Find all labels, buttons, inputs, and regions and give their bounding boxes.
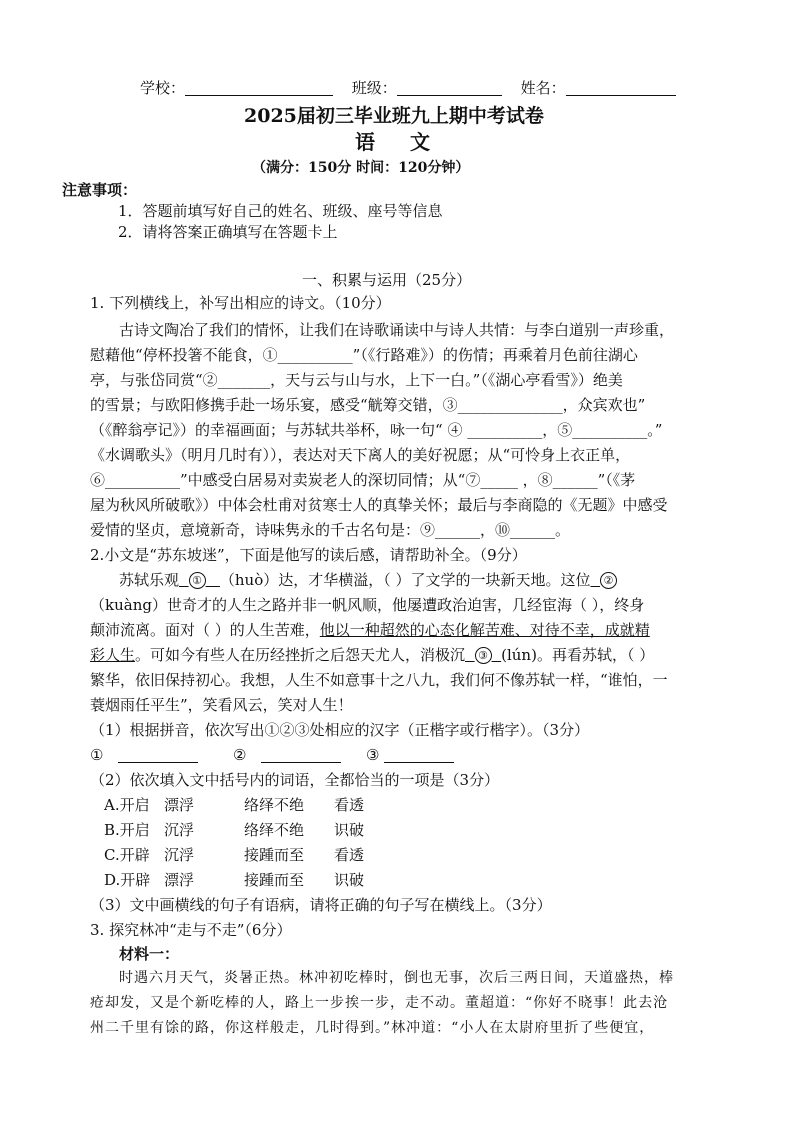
- q2-para-line: 繁华，依旧保持初心。我想，人生不如意事十之八九，我们何不像苏轼一样，“谁怕，一: [90, 671, 668, 689]
- q2-sub3: （3）文中画横线的句子有语病，请将正确的句子写在横线上。（3分）: [90, 896, 552, 914]
- q3-stem: 3. 探究林冲“走与不走”（6分）: [90, 921, 292, 939]
- option-cell: D.开辟: [104, 871, 151, 889]
- option-row[interactable]: [104, 820, 364, 840]
- material-line: 时遇六月天气，炎暑正热。林冲初吃棒时，倒也无事，次后三两日间，天道盛热，棒: [119, 970, 674, 986]
- notice-item: 2．请将答案正确填写在答题卡上: [118, 223, 338, 241]
- name-blank[interactable]: [566, 80, 676, 96]
- notice-item: 1．答题前填写好自己的姓名、班级、座号等信息: [118, 202, 443, 220]
- q2-text: (lún)。再看苏轼，（ ）: [501, 646, 655, 664]
- q2-text: 。可如今有些人在历经挫折之后怨天尤人，消极沉: [135, 646, 466, 664]
- option-row[interactable]: [104, 795, 364, 815]
- blank-1[interactable]: [179, 571, 220, 589]
- option-cell: 络绎不绝: [244, 796, 305, 814]
- q2-text: 颠沛流离。面对（ ）的人生苦难，: [90, 621, 320, 639]
- q1-line: 屋为秋风所破歌》）中体会杜甫对贫寒士人的真挚关怀；最后与李商隐的《无题》中感受: [90, 496, 668, 514]
- blank-2[interactable]: [591, 571, 618, 589]
- answer-blank-3[interactable]: [384, 747, 454, 763]
- q2-text: （huò）达，才华横溢，（ ）了文学的一块新天地。这位: [219, 571, 591, 589]
- q2-para-line: 蓑烟雨任平生”，笑看风云，笑对人生！: [90, 696, 353, 714]
- q2-sub1-answers: [90, 745, 454, 765]
- circle-3: ③: [475, 647, 492, 664]
- circle-1: ①: [189, 572, 206, 589]
- option-cell: C.开辟: [104, 846, 150, 864]
- name-label: 姓名：: [520, 79, 566, 97]
- q1-line: 慰藉他“停杯投箸不能食，①__________”（《行路难》）的伤情；再乘着月色前往湖心: [90, 346, 638, 364]
- option-cell: 漂浮: [164, 871, 195, 889]
- q2-text: （kuàng）世奇才的人生之路并非一帆风顺，他屡遭政治迫害，几经宦海（ ），终身: [90, 596, 645, 614]
- q2-sub2: （2）依次填入文中括号内的词语，全都恰当的一项是（3分）: [90, 771, 500, 789]
- q1-line: 的雪景；与欧阳修携手赴一场乐宴，感受“觥筹交错，③______________，众宾欢也”: [90, 396, 646, 414]
- option-cell: 漂浮: [164, 796, 195, 814]
- q2-stem: 2.小文是“苏东坡迷”，下面是他写的读后感，请帮助补全。（9分）: [90, 546, 527, 564]
- material-line: 疮却发，又是个新吃棒的人，路上一步挨一步，走不动。董超道：“你好不晓事！此去沧: [90, 995, 669, 1011]
- answer-mark: ①: [90, 746, 104, 764]
- faulty-sentence: 他以一种超然的心态化解苦难、对待不幸，成就精: [319, 621, 650, 639]
- class-blank[interactable]: [397, 80, 502, 96]
- option-cell: A.开启: [104, 796, 150, 814]
- option-cell: 识破: [334, 871, 365, 889]
- answer-blank-2[interactable]: [261, 747, 341, 763]
- q1-line: 亭，与张岱同赏“②_______，天与云与山与水，上下一白。”（《湖心亭看雪》）绝美: [90, 371, 623, 389]
- q1-stem: 1. 下列横线上，补写出相应的诗文。（10分）: [90, 294, 391, 312]
- circle-2: ②: [600, 572, 617, 589]
- q1-line: 爱情的坚贞，意境新奇，诗味隽永的千古名句是：⑨______，⑩______。: [90, 521, 571, 539]
- material-line: 州二千里有馀的路，你这样般走，几时得到。”林冲道：“小人在太尉府里折了些便宜，: [90, 1020, 655, 1036]
- class-label: 班级：: [351, 79, 397, 97]
- school-blank[interactable]: [185, 80, 333, 96]
- school-label: 学校：: [140, 79, 186, 97]
- option-row[interactable]: [104, 870, 364, 890]
- option-cell: 识破: [334, 821, 365, 839]
- score-time: （满分：150分 时间：120分钟）: [252, 160, 470, 176]
- answer-blank-1[interactable]: [118, 747, 198, 763]
- q1-line: 古诗文陶冶了我们的情怀，让我们在诗歌诵读中与诗人共情：与李白道别一声珍重，: [119, 321, 675, 339]
- q2-para-line: [90, 595, 644, 615]
- option-cell: 沉浮: [164, 846, 195, 864]
- option-row[interactable]: [104, 845, 364, 865]
- q2-sub1: （1）根据拼音，依次写出①②③处相应的汉字（正楷字或行楷字）。（3分）: [90, 721, 590, 739]
- option-cell: 看透: [334, 846, 365, 864]
- student-info-line: [140, 78, 676, 98]
- option-cell: 络绎不绝: [244, 821, 305, 839]
- option-cell: 接踵而至: [244, 871, 305, 889]
- q1-line: 《水调歌头》（明月几时有）），表达对天下离人的美好祝愿；从“可怜身上衣正单，: [90, 446, 631, 464]
- option-cell: 接踵而至: [244, 846, 305, 864]
- blank-3[interactable]: [465, 646, 501, 664]
- q1-line: （《醉翁亭记》）的幸福画面；与苏轼共举杯，咏一句“ ④ __________，⑤__________。”: [90, 421, 663, 439]
- q2-para-line: [90, 620, 650, 640]
- answer-mark: ②: [233, 746, 247, 764]
- q1-line: ⑥__________”中感受白居易对卖炭老人的深切同情；从“⑦_____ ，⑧______”（《茅: [90, 471, 636, 489]
- option-cell: B.开启: [104, 821, 150, 839]
- section-heading: 一、积累与运用（25分）: [302, 271, 472, 289]
- q2-para-line: [90, 645, 654, 665]
- subject-title: 语 文: [355, 130, 444, 154]
- q2-para-line: [119, 570, 617, 590]
- faulty-sentence: 彩人生: [90, 646, 136, 664]
- q2-text: 苏轼乐观: [119, 571, 180, 589]
- option-cell: 沉浮: [164, 821, 195, 839]
- material-label: 材料一：: [119, 945, 180, 963]
- notice-heading: 注意事项：: [62, 181, 138, 199]
- exam-title: 2025届初三毕业班九上期中考试卷: [244, 105, 544, 127]
- answer-mark: ③: [366, 746, 380, 764]
- option-cell: 看透: [334, 796, 365, 814]
